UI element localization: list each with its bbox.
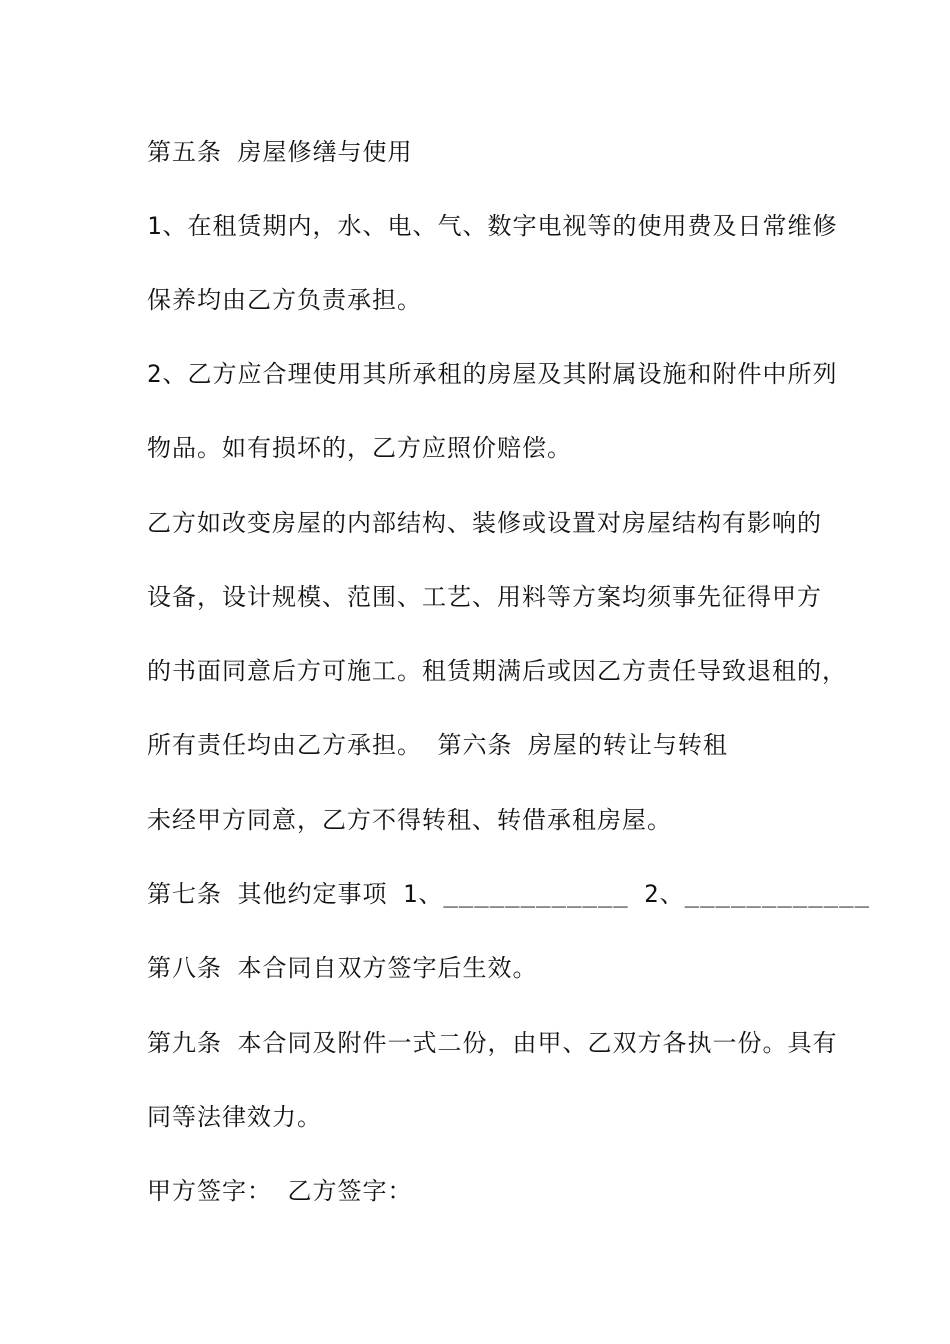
article-9-line-1: 第九条 本合同及附件一式二份，由甲、乙双方各执一份。具有 — [147, 1029, 838, 1057]
article-5-clause-1-line-1: 1、在租赁期内，水、电、气、数字电视等的使用费及日常维修 — [147, 212, 838, 240]
article-5-clause-1-line-2: 保养均由乙方负责承担。 — [147, 286, 422, 314]
article-5-clause-2-line-2: 物品。如有损坏的，乙方应照价赔偿。 — [147, 434, 572, 462]
article-5-heading: 第五条 房屋修缮与使用 — [147, 138, 413, 166]
article-6-text: 未经甲方同意，乙方不得转租、转借承租房屋。 — [147, 806, 672, 834]
article-5-paragraph-line-2: 设备，设计规模、范围、工艺、用料等方案均须事先征得甲方 — [147, 583, 822, 611]
article-7-text: 第七条 其他约定事项 1、____________ 2、____________ — [147, 880, 871, 908]
article-5-clause-2-line-1: 2、乙方应合理使用其所承租的房屋及其附属设施和附件中所列 — [147, 360, 838, 388]
article-5-paragraph-line-1: 乙方如改变房屋的内部结构、装修或设置对房屋结构有影响的 — [147, 509, 822, 537]
article-5-paragraph-line-4: 所有责任均由乙方承担。 第六条 房屋的转让与转租 — [147, 731, 728, 759]
article-8-text: 第八条 本合同自双方签字后生效。 — [147, 954, 538, 982]
article-9-line-2: 同等法律效力。 — [147, 1103, 322, 1131]
article-5-paragraph-line-3: 的书面同意后方可施工。租赁期满后或因乙方责任导致退租的， — [147, 657, 847, 685]
signature-line: 甲方签字： 乙方签字： — [147, 1177, 413, 1205]
